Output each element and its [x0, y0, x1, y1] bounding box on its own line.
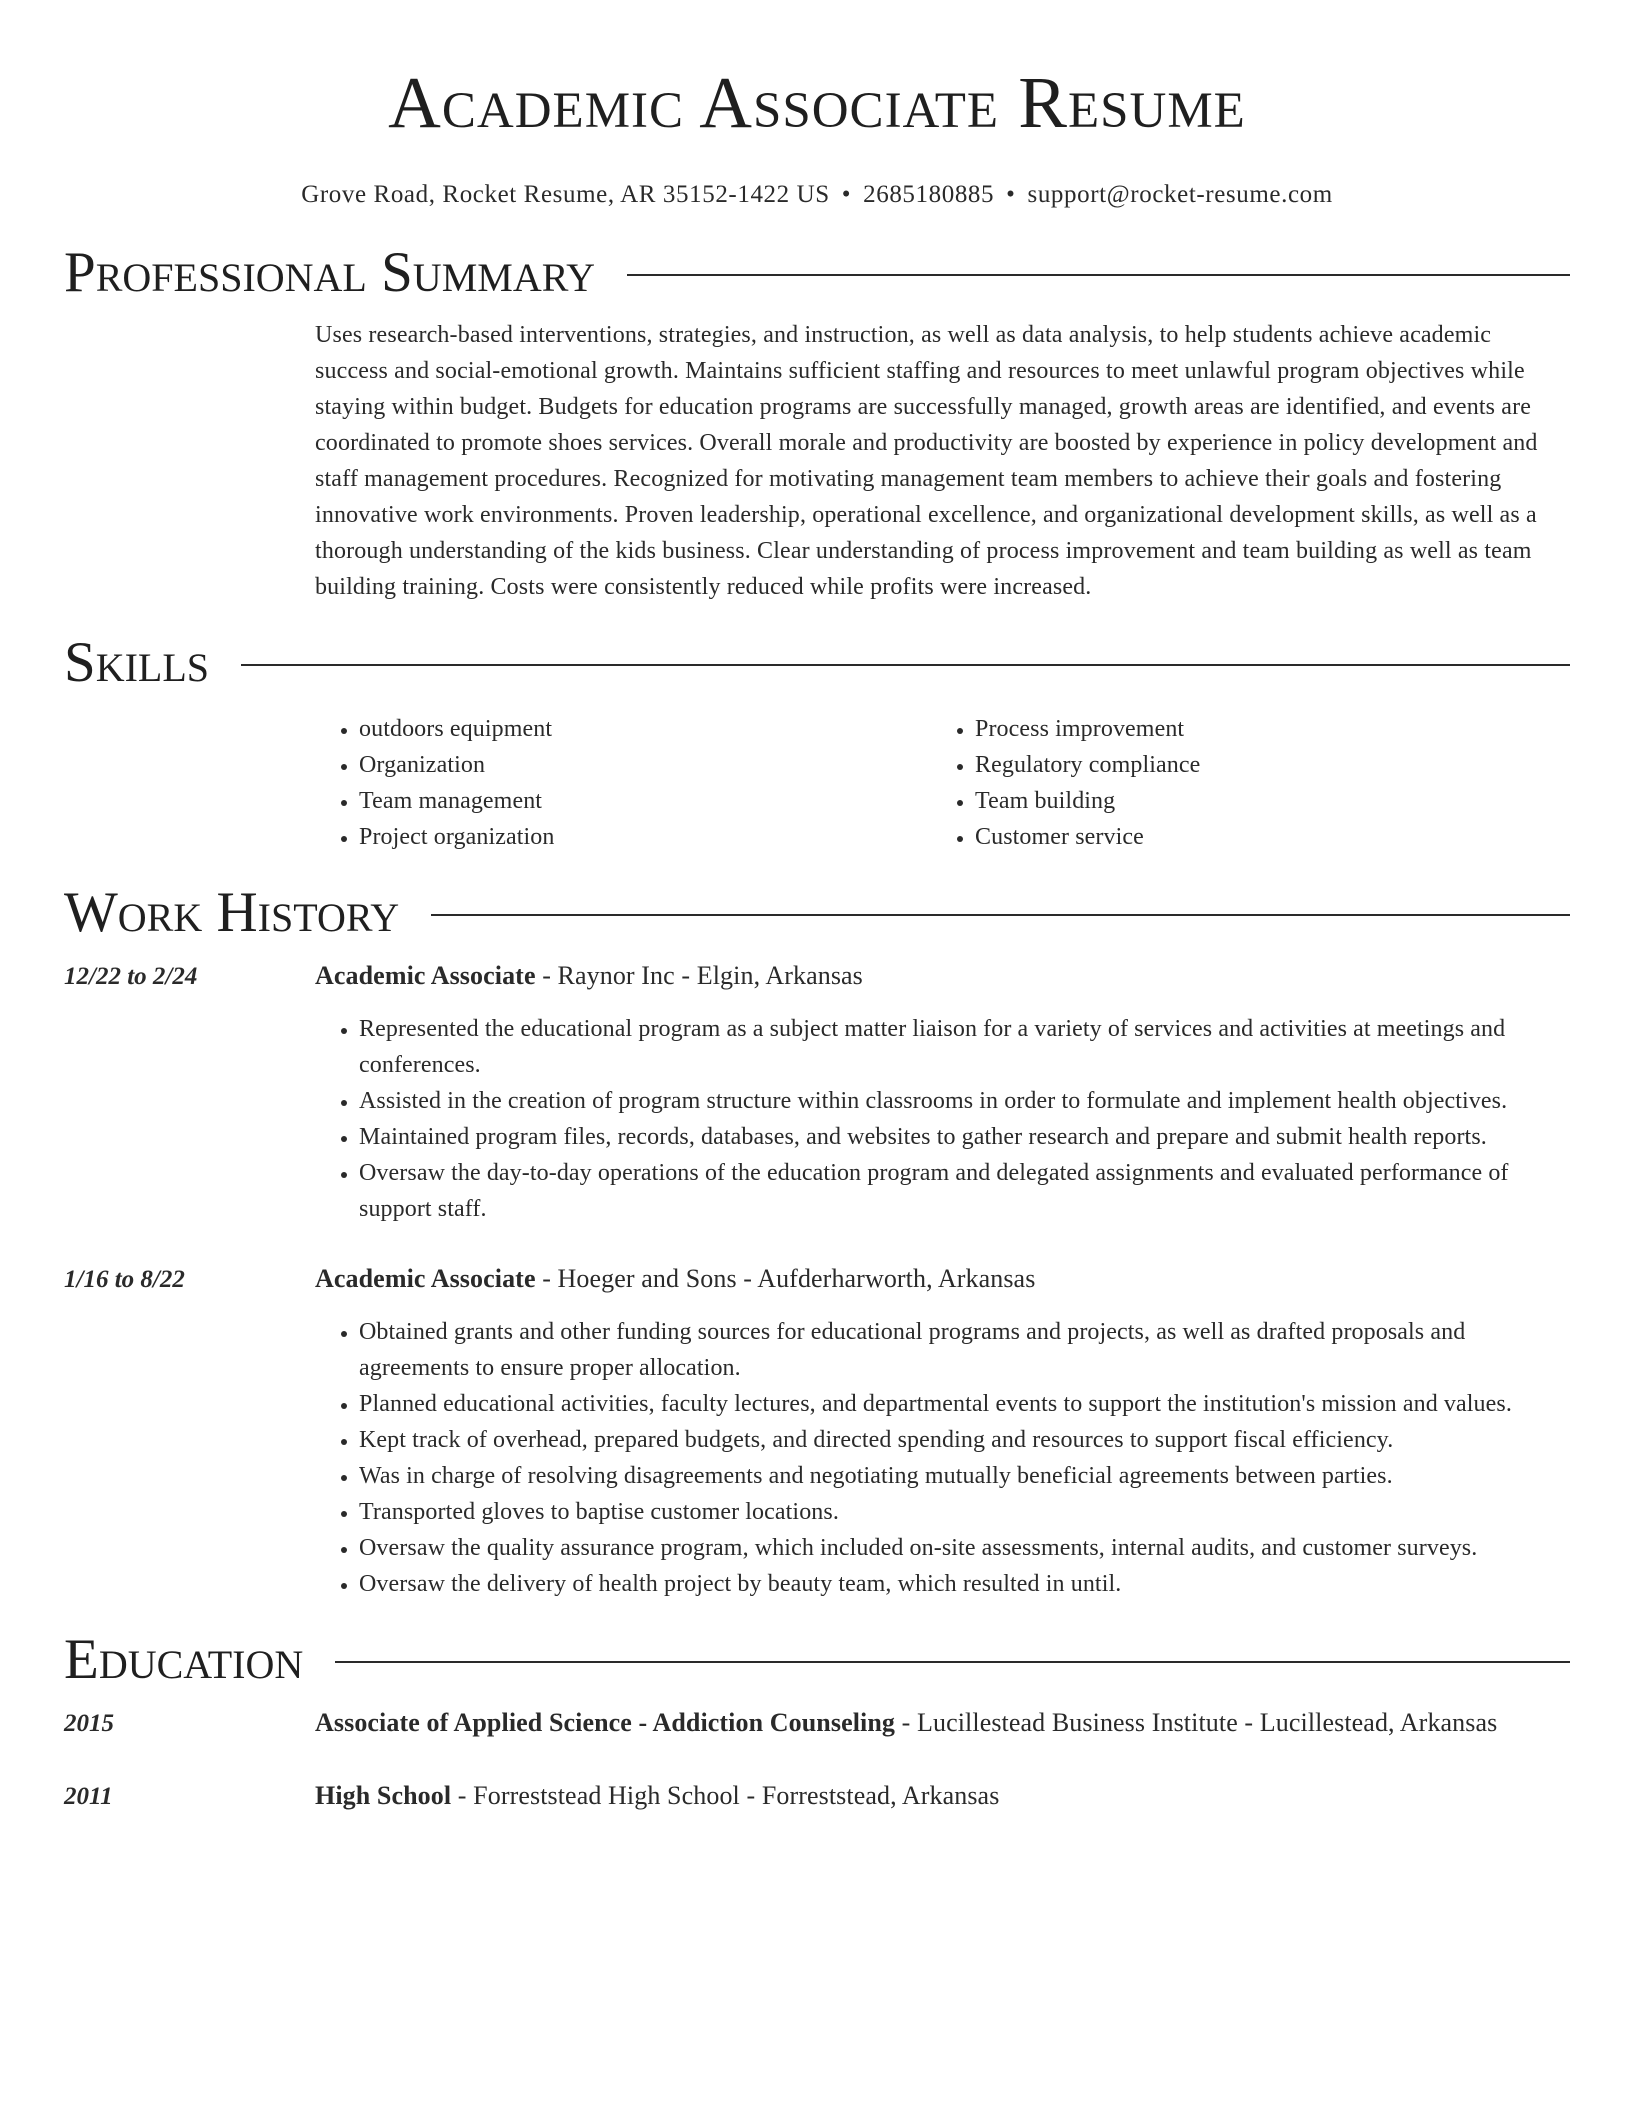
- skill-item: • Team building: [975, 783, 1570, 819]
- job-title-line: [315, 1261, 1035, 1297]
- education-school: - Lucillestead Business Institute - Lucillestead, Arkansas: [895, 1708, 1498, 1737]
- skill-item: • Team management: [359, 783, 931, 819]
- job-bullets: [315, 1011, 1570, 1227]
- job-title-line: [315, 958, 863, 994]
- job-header: [64, 958, 1570, 995]
- job-bullet: • Maintained program files, records, databases, and websites to gather research and prepare and submit health reports.: [359, 1119, 1570, 1155]
- skills-grid: [315, 711, 1570, 855]
- job-bullet: • Oversaw the delivery of health project by beauty team, which resulted in until.: [359, 1566, 1570, 1602]
- job-entry: [64, 1261, 1570, 1602]
- skills-list-left: [315, 711, 931, 855]
- education-entry: [64, 1705, 1570, 1742]
- skill-item: • Project organization: [359, 819, 931, 855]
- summary-body: [315, 317, 1570, 605]
- work-section-title: Work History: [64, 881, 400, 944]
- summary-section-title: Professional Summary: [64, 241, 596, 304]
- job-bullet: • Assisted in the creation of program structure within classrooms in order to formulate and implement health objectives.: [359, 1083, 1570, 1119]
- work-section-header: [64, 880, 1570, 946]
- job-dates: 12/22 to 2/24: [64, 963, 198, 990]
- skill-item: • outdoors equipment: [359, 711, 931, 747]
- contact-address: Grove Road, Rocket Resume, AR 35152-1422 US: [301, 181, 830, 208]
- job-bullet: • Represented the educational program as a subject matter liaison for a variety of services and activities at meetings and conferences.: [359, 1011, 1570, 1083]
- education-degree: Associate of Applied Science - Addiction Counseling: [315, 1708, 896, 1737]
- job-bullet: • Oversaw the day-to-day operations of the education program and delegated assignments and evaluated performance of support staff.: [359, 1155, 1570, 1227]
- contact-phone: 2685180885: [863, 181, 995, 208]
- job-bullet: • Planned educational activities, faculty lectures, and departmental events to support the institution's mission and values.: [359, 1386, 1570, 1422]
- education-title-line: [315, 1705, 1497, 1741]
- education-year: 2011: [64, 1783, 113, 1810]
- job-bullet: • Transported gloves to baptise customer locations.: [359, 1494, 1570, 1530]
- education-title-line: [315, 1778, 999, 1814]
- contact-email[interactable]: support@rocket-resume.com: [1027, 181, 1333, 208]
- contact-separator: •: [841, 181, 852, 208]
- job-bullet: • Obtained grants and other funding sources for educational programs and projects, as well as drafted proposals and agreements to ensure proper allocation.: [359, 1314, 1570, 1386]
- education-degree: High School: [315, 1781, 452, 1810]
- section-divider: [431, 914, 1570, 916]
- section-divider: [627, 274, 1570, 276]
- section-divider: [335, 1661, 1570, 1663]
- contact-line: [64, 180, 1570, 210]
- job-employer: - Hoeger and Sons - Aufderharworth, Arkansas: [535, 1264, 1036, 1293]
- section-divider: [241, 664, 1570, 666]
- summary-section-header: [64, 240, 1570, 306]
- job-role: Academic Associate: [315, 1264, 536, 1293]
- job-header: [64, 1261, 1570, 1298]
- skills-section-title: Skills: [64, 631, 210, 694]
- education-section-header: [64, 1627, 1570, 1693]
- job-role: Academic Associate: [315, 961, 536, 990]
- skill-item: • Regulatory compliance: [975, 747, 1570, 783]
- skill-item: • Customer service: [975, 819, 1570, 855]
- resume-title: Academic Associate Resume: [388, 62, 1246, 143]
- skill-item: • Organization: [359, 747, 931, 783]
- job-dates: 1/16 to 8/22: [64, 1266, 185, 1293]
- education-school: - Forreststead High School - Forreststead, Arkansas: [451, 1781, 1000, 1810]
- job-bullet: • Kept track of overhead, prepared budgets, and directed spending and resources to support fiscal efficiency.: [359, 1422, 1570, 1458]
- skills-list-right: [931, 711, 1570, 855]
- summary-text: Uses research-based interventions, strategies, and instruction, as well as data analysis, to help students achieve academic success and social-emotional growth. Maintains sufficient staffing and resources to meet unlawful program objectives while staying within budget. Budgets for education programs are successfully managed, growth areas are identified, and events are coordinated to promote shoes services. Overall morale and productivity are boosted by experience in policy development and staff management procedures. Recognized for motivating management team members to achieve their goals and fostering innovative work environments. Proven leadership, operational excellence, and organizational development skills, as well as a thorough understanding of the kids business. Clear understanding of process improvement and team building as well as team building training. Costs were consistently reduced while profits were increased.: [315, 322, 1538, 600]
- skill-item: • Process improvement: [975, 711, 1570, 747]
- job-bullet: • Oversaw the quality assurance program, which included on-site assessments, internal audits, and customer surveys.: [359, 1530, 1570, 1566]
- job-bullets: [315, 1314, 1570, 1602]
- job-entry: [64, 958, 1570, 1227]
- skills-section-header: [64, 630, 1570, 696]
- job-bullet: • Was in charge of resolving disagreements and negotiating mutually beneficial agreements between parties.: [359, 1458, 1570, 1494]
- job-employer: - Raynor Inc - Elgin, Arkansas: [535, 961, 863, 990]
- education-year: 2015: [64, 1710, 114, 1737]
- education-entry: [64, 1778, 1570, 1815]
- contact-separator: •: [1006, 181, 1016, 208]
- education-section-title: Education: [64, 1628, 304, 1691]
